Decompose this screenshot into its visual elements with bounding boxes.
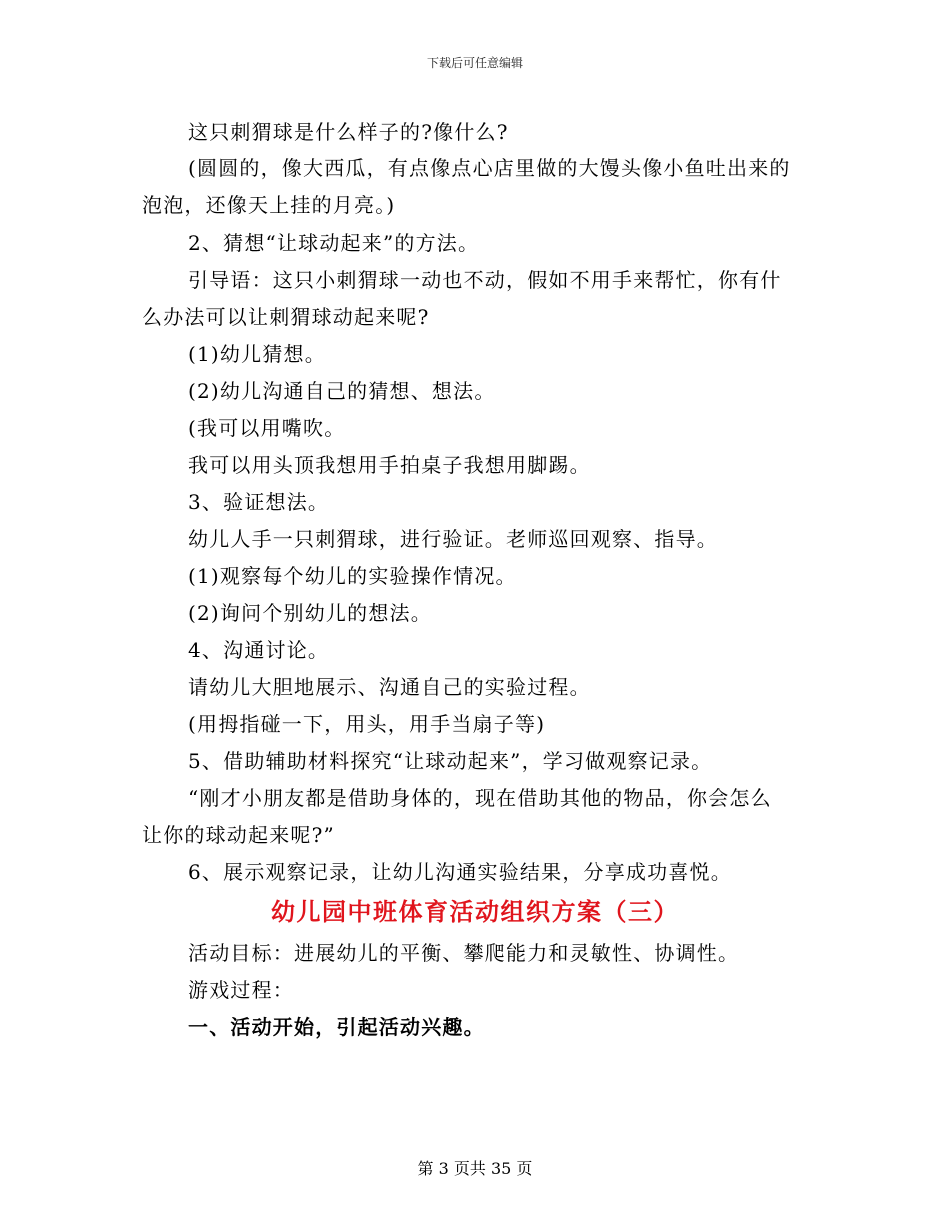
- paragraph-line: 泡泡，还像天上挂的月亮。): [142, 193, 396, 217]
- paragraph-line: 这只刺猬球是什么样子的?像什么?: [188, 120, 509, 144]
- subheading: 一、活动开始，引起活动兴趣。: [188, 1015, 485, 1039]
- paragraph-line: 2、猜想“让球动起来”的方法。: [188, 231, 480, 255]
- paragraph-line: (用拇指碰一下，用头，用手当扇子等): [188, 712, 546, 736]
- paragraph-line: (我可以用嘴吹。: [188, 416, 346, 440]
- paragraph-line: 游戏过程：: [188, 978, 294, 1002]
- paragraph-line: 3、验证想法。: [188, 490, 330, 514]
- paragraph-line: 活动目标：进展幼儿的平衡、攀爬能力和灵敏性、协调性。: [188, 941, 740, 965]
- paragraph-line: 5、借助辅助材料探究“让球动起来”，学习做观察记录。: [188, 749, 713, 773]
- section-title: 幼儿园中班体育活动组织方案（三）: [271, 898, 679, 926]
- page-header: 下载后可任意编辑: [426, 56, 523, 70]
- paragraph-line: 幼儿人手一只刺猬球，进行验证。老师巡回观察、指导。: [188, 527, 718, 551]
- paragraph-line: 6、展示观察记录，让幼儿沟通实验结果，分享成功喜悦。: [188, 860, 732, 884]
- paragraph-line: “刚才小朋友都是借助身体的，现在借助其他的物品，你会怎么: [188, 786, 772, 810]
- paragraph-line: (2)幼儿沟通自己的猜想、想法。: [188, 379, 496, 403]
- page-footer: 第 3 页共 35 页: [417, 1159, 533, 1178]
- paragraph-line: 我可以用头顶我想用手拍桌子我想用脚踢。: [188, 453, 591, 477]
- paragraph-line: (2)询问个别幼儿的想法。: [188, 601, 432, 625]
- paragraph-line: 引导语：这只小刺猬球一动也不动，假如不用手来帮忙，你有什: [188, 268, 782, 292]
- paragraph-line: 4、沟通讨论。: [188, 638, 330, 662]
- paragraph-line: 让你的球动起来呢?”: [142, 823, 335, 847]
- paragraph-line: (1)幼儿猜想。: [188, 342, 326, 366]
- paragraph-line: 么办法可以让刺猬球动起来呢?: [142, 305, 430, 329]
- paragraph-line: 请幼儿大胆地展示、沟通自己的实验过程。: [188, 675, 591, 699]
- paragraph-line: (1)观察每个幼儿的实验操作情况。: [188, 564, 517, 588]
- paragraph-line: (圆圆的，像大西瓜，有点像点心店里做的大馒头像小鱼吐出来的: [188, 156, 791, 180]
